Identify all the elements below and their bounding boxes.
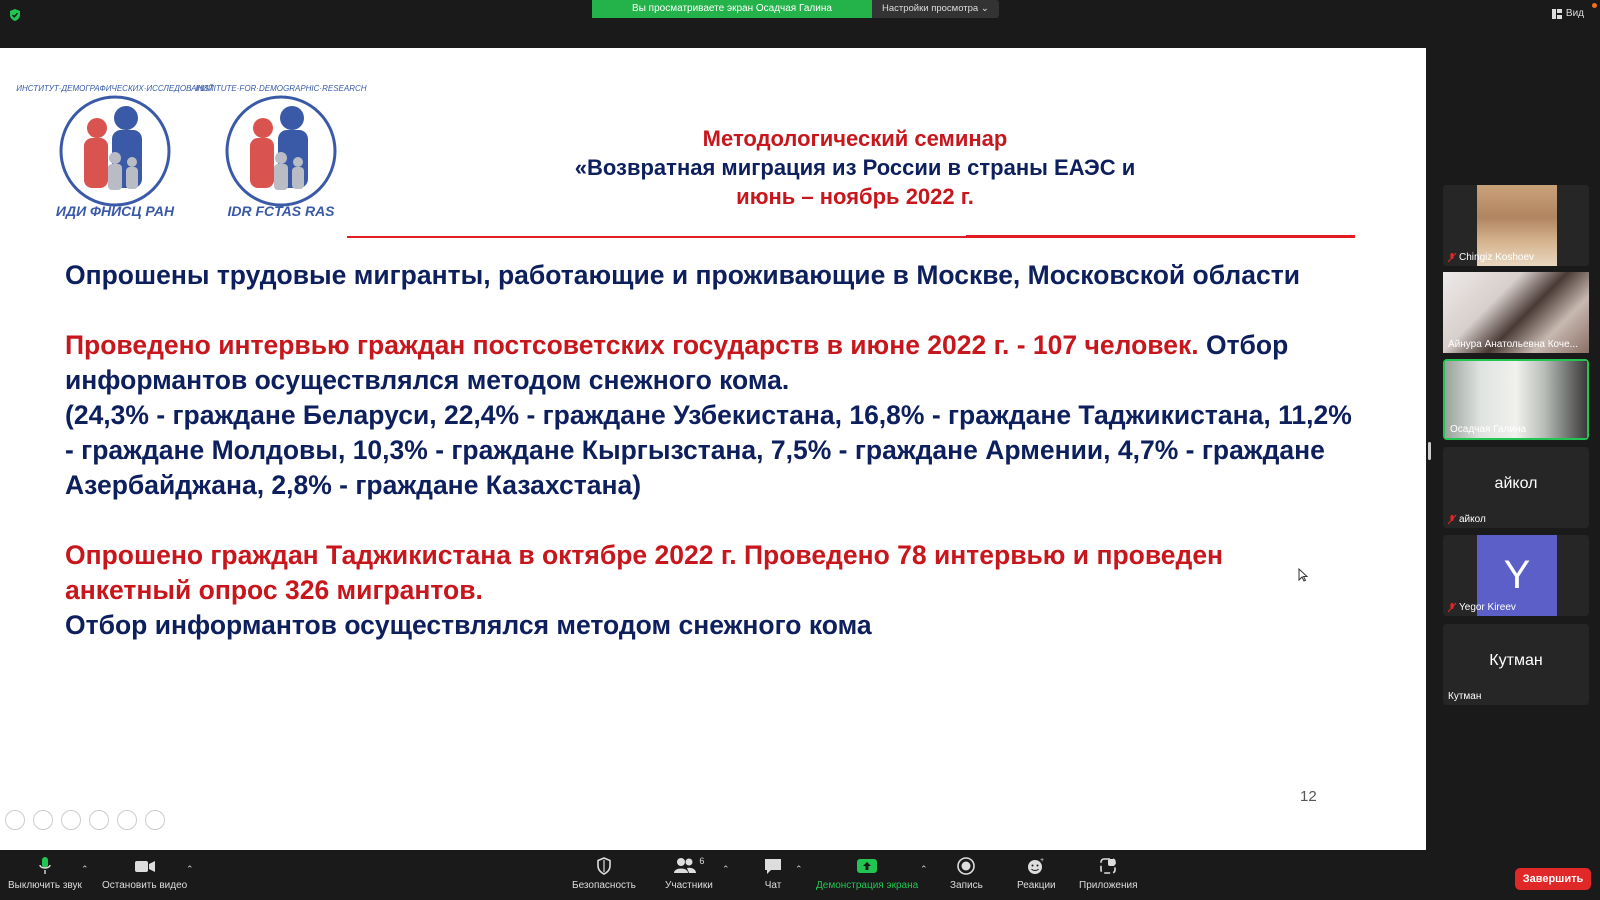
paragraph-interviews-june	[65, 328, 1355, 398]
chat-options-caret-icon[interactable]: ⌃	[795, 864, 803, 874]
panel-resize-handle[interactable]	[1428, 442, 1431, 460]
paragraph-surveyed-migrants: Опрошены трудовые мигранты, работающие и проживающие в Москве, Московской области	[65, 260, 1301, 290]
apps-button[interactable]	[1079, 856, 1138, 891]
participants-options-caret-icon[interactable]: ⌃	[722, 864, 730, 874]
paragraph-snowball-method: Отбор информантов осуществлялся методом снежного кома	[65, 610, 872, 640]
chevron-down-icon: ⌄	[980, 3, 989, 14]
mute-button[interactable]	[8, 856, 82, 891]
copy-icon[interactable]	[89, 810, 109, 830]
participants-button[interactable]	[665, 856, 713, 891]
microphone-icon	[38, 856, 52, 876]
interviews-june-highlight: Проведено интервью граждан постсоветских государств в июне 2022 г. - 107 человек.	[65, 330, 1199, 360]
stop-video-button[interactable]	[102, 856, 187, 891]
chat-label: Чат	[764, 880, 782, 891]
slide-title	[540, 124, 1170, 211]
next-slide-icon[interactable]	[33, 810, 53, 830]
participants-count-badge: 6	[699, 856, 705, 866]
svg-text:+: +	[1040, 857, 1045, 864]
participant-name: айкол	[1459, 514, 1486, 525]
prev-slide-icon[interactable]	[5, 810, 25, 830]
participant-name: Айнура Анатольевна Коче...	[1448, 339, 1578, 350]
participants-label: Участники	[665, 880, 713, 891]
video-camera-icon	[134, 856, 156, 876]
view-settings-button[interactable]	[872, 0, 999, 18]
top-bar	[0, 0, 1600, 48]
more-icon[interactable]	[145, 810, 165, 830]
chat-button[interactable]	[763, 856, 783, 891]
stop-video-label: Остановить видео	[102, 880, 188, 891]
shield-icon	[595, 856, 613, 876]
participant-tile-chingiz[interactable]	[1443, 185, 1589, 266]
chat-bubble-icon	[763, 856, 783, 876]
audio-options-caret-icon[interactable]: ⌃	[81, 864, 89, 874]
slide-title-line2: «Возвратная миграция из России в страны ЕАЭС и	[574, 155, 1136, 180]
security-label: Безопасность	[572, 880, 636, 891]
slide-title-line1: Методологический семинар	[702, 126, 1008, 151]
title-divider-accent	[966, 235, 1355, 238]
mute-label: Выключить звук	[8, 880, 82, 891]
snowball-method-note: Отбор информантов осуществлялся методом снежного кома.	[65, 330, 1289, 395]
zoom-icon[interactable]	[117, 810, 137, 830]
participant-tile-ainura[interactable]	[1443, 272, 1589, 353]
participant-tile-osadchaya-active-speaker[interactable]	[1443, 359, 1589, 440]
encryption-shield-icon[interactable]	[8, 8, 22, 22]
record-label: Запись	[950, 880, 983, 891]
apps-label: Приложения	[1079, 880, 1138, 891]
view-button[interactable]	[1552, 8, 1584, 19]
meeting-toolbar	[0, 850, 1600, 900]
mouse-cursor-icon	[1298, 568, 1308, 582]
slide-body	[65, 258, 1355, 643]
participant-tile-aikol[interactable]	[1443, 447, 1589, 528]
shared-slide	[0, 48, 1426, 850]
participant-name: Yegor Kireev	[1459, 602, 1516, 613]
mic-muted-icon	[1448, 515, 1456, 525]
share-screen-label: Демонстрация экрана	[816, 880, 919, 891]
share-screen-button[interactable]	[816, 856, 918, 891]
notification-dot	[1592, 3, 1597, 8]
participant-name: Осадчая Галина	[1450, 424, 1527, 435]
slide-title-line3: июнь – ноябрь 2022 г.	[736, 184, 974, 209]
participant-display-name: Кутман	[1489, 652, 1543, 669]
share-screen-icon	[856, 856, 878, 876]
reactions-label: Реакции	[1017, 880, 1056, 891]
idr-fctas-logo	[195, 76, 367, 226]
security-button[interactable]	[572, 856, 636, 891]
participant-tile-kutman[interactable]	[1443, 624, 1589, 705]
svg-text:ИНСТИТУТ·ДЕМОГРАФИЧЕСКИХ·ИССЛЕ: ИНСТИТУТ·ДЕМОГРАФИЧЕСКИХ·ИССЛЕДОВАНИЙ	[16, 84, 214, 93]
slide-page-number: 12	[1300, 788, 1317, 805]
svg-text:INSTITUTE·FOR·DEMOGRAPHIC·RESE: INSTITUTE·FOR·DEMOGRAPHIC·RESEARCH	[195, 84, 367, 93]
participant-name: Кутман	[1448, 691, 1482, 702]
participant-tile-yegor[interactable]	[1443, 535, 1589, 616]
idi-fnisc-logo	[16, 76, 214, 226]
share-options-caret-icon[interactable]: ⌃	[920, 864, 928, 874]
avatar: Y	[1477, 535, 1557, 616]
participant-name: Chingiz Koshoev	[1459, 252, 1535, 263]
video-options-caret-icon[interactable]: ⌃	[186, 864, 194, 874]
reactions-button[interactable]	[1017, 856, 1056, 891]
mic-muted-icon	[1448, 603, 1456, 613]
paragraph-tajikistan-october: Опрошено граждан Таджикистана в октябре 2022 г. Проведено 78 интервью и проведен анкетный опрос 326 мигрантов.	[65, 540, 1224, 605]
pen-icon[interactable]	[61, 810, 81, 830]
slide-annotation-tools	[5, 810, 165, 830]
svg-text:IDR FCTAS RAS: IDR FCTAS RAS	[227, 203, 335, 219]
apps-icon	[1098, 856, 1118, 876]
grid-view-icon	[1552, 9, 1562, 19]
record-icon	[956, 856, 976, 876]
view-label: Вид	[1565, 8, 1584, 19]
end-meeting-button[interactable]: Завершить	[1515, 868, 1591, 890]
screen-share-banner	[592, 0, 999, 18]
emoji-reaction-icon	[1026, 856, 1046, 876]
record-button[interactable]	[950, 856, 983, 891]
mic-muted-icon	[1448, 253, 1456, 263]
svg-text:ИДИ ФНИСЦ РАН: ИДИ ФНИСЦ РАН	[55, 203, 175, 219]
share-status-label: Вы просматриваете экран Осадчая Галина	[592, 0, 872, 18]
participant-display-name: айкол	[1494, 475, 1538, 492]
view-settings-label: Настройки просмотра	[882, 3, 979, 14]
participants-icon	[673, 856, 697, 876]
citizenship-stats: (24,3% - граждане Беларуси, 22,4% - граждане Узбекистана, 16,8% - граждане Таджикистана, 11,2% - граждане Молдовы, 10,3% - граждане Кыргызстана, 7,5% - граждане Армении, 4,7% - граждане Азербайджана, 2,8% - граждане Казахстана)	[65, 400, 1352, 500]
